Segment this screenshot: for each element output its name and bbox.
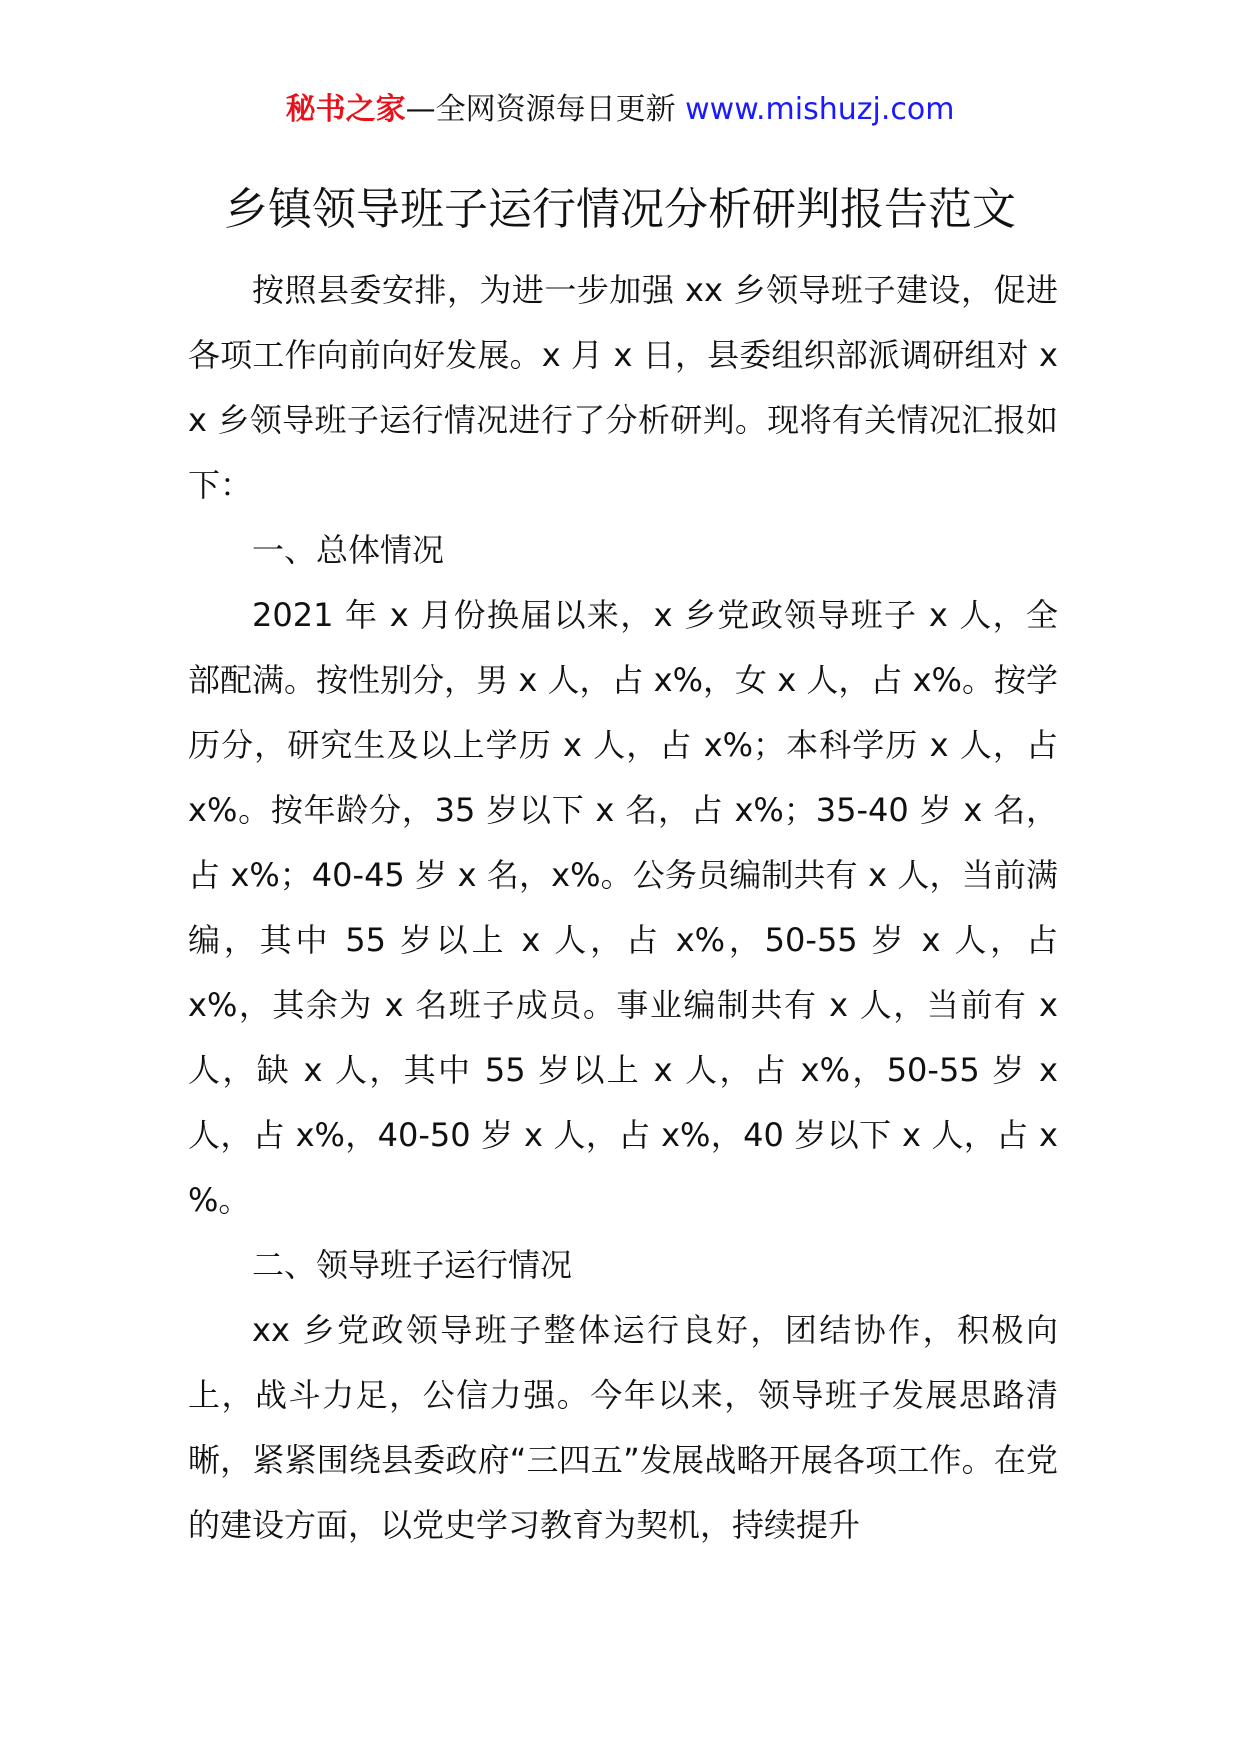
site-header [0, 90, 1240, 130]
site-url-link[interactable]: www.mishuzj.com [685, 92, 955, 127]
paragraph-intro: 按照县委安排，为进一步加强 xx 乡领导班子建设，促进各项工作向前向好发展。x 月 x 日，县委组织部派调研组对 xx 乡领导班子运行情况进行了分析研判。现将有关情况汇报如下： [188, 271, 1058, 504]
header-tagline: —全网资源每日更新 [405, 92, 676, 127]
section-heading-overall: 一、总体情况 [252, 531, 445, 569]
paragraph-operation: xx 乡党政领导班子整体运行良好，团结协作，积极向上，战斗力足，公信力强。今年以来，领导班子发展思路清晰，紧紧围绕县委政府“三四五”发展战略开展各项工作。在党的建设方面，以党史学习教育为契机，持续提升 [188, 1311, 1058, 1544]
document-title: 乡镇领导班子运行情况分析研判报告范文 [224, 184, 1016, 235]
document-body [188, 258, 1058, 1558]
section-heading-operation: 二、领导班子运行情况 [252, 1246, 573, 1284]
paragraph-overall-stats: 2021 年 x 月份换届以来，x 乡党政领导班子 x 人，全部配满。按性别分，男 x 人，占 x%，女 x 人，占 x%。按学历分，研究生及以上学历 x 人，占 x%；本科学历 x 人，占 x%。按年龄分，35 岁以下 x 名，占 x%；35-40 岁 x 名，占 x%；40-45 岁 x 名，x%。公务员编制共有 x 人，当前满编，其中 55 岁以上 x 人，占 x%，50-55 岁 x 人，占 x%，其余为 x 名班子成员。事业编制共有 x 人，当前有 x 人，缺 x 人，其中 55 岁以上 x 人，占 x%，50-55 岁 x 人，占 x%，40-50 岁 x 人，占 x%，40 岁以下 x 人，占 x %。 [188, 596, 1058, 1219]
brand-name: 秘书之家 [285, 92, 406, 127]
